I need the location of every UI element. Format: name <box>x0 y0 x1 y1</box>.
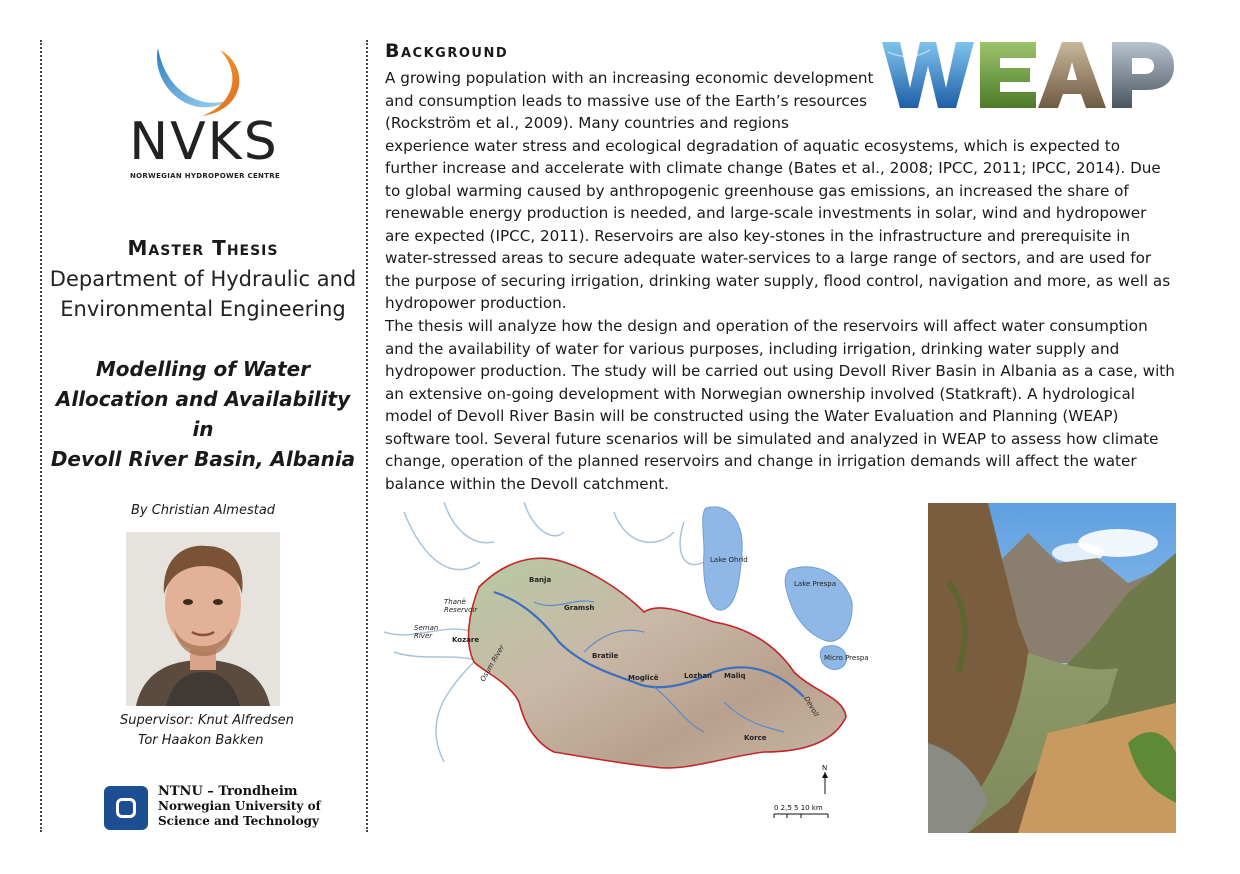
paragraph-1-text: A growing population with an increasing economic development and consumption leads to massive use of the Earth’s resources (Rockström et al., 2009). Many countries and regions experience water stress and ecological degradation of aquatic ecosystems, which is expected to further increase and accelerate with climate change (Bates et al., 2008; IPCC, 2011; IPCC, 2014). Due to global warming caused by anthropogenic greenhouse gas emissions, an increased the share of renewable energy production is needed, and large-scale investments in solar, wind and hydropower are expected (IPCC, 2011). Reservoirs are also key-stones in the infrastructure and prerequisite in water-stressed areas to secure adequate water-services to a large range of sectors, and are used for the purpose of securing irrigation, drinking water supply, flood control, navigation and more, as well as hydropower production. <box>385 69 1171 312</box>
title-line-3: Devoll River Basin, Albania <box>50 447 356 471</box>
department <box>42 264 364 324</box>
nvks-subtitle: NORWEGIAN HYDROPOWER CENTRE <box>129 172 281 180</box>
nvks-wordmark: NVKS <box>129 112 279 172</box>
river-valley-photo <box>928 503 1176 833</box>
svg-text:Gramsh: Gramsh <box>564 604 595 612</box>
background-paragraph-1 <box>385 67 1175 315</box>
department-line-2: Environmental Engineering <box>60 297 346 321</box>
svg-text:Thanë: Thanë <box>444 598 466 606</box>
svg-text:River: River <box>414 632 433 640</box>
map-scale-bar <box>774 804 828 818</box>
title-line-2: Allocation and Availability in <box>55 387 351 441</box>
department-line-1: Department of Hydraulic and <box>49 267 357 291</box>
svg-text:Kozare: Kozare <box>452 636 480 644</box>
supervisors <box>120 711 340 751</box>
map-image <box>384 502 874 832</box>
background-paragraph-2: The thesis will analyze how the design and operation of the reservoirs will affect water consumption and the availability of water for various purposes, including irrigation, drinking water supply and hydropower production. The study will be carried out using Devoll River Basin in Albania as a case, with an extensive on-going development with Norwegian ownership involved (Statkraft). A hydrological model of Devoll River Basin will be constructed using the Water Evaluation and Planning (WEAP) software tool. Several future scenarios will be simulated and analyzed in WEAP to assess how climate change, operation of the planned reservoirs and change in irrigation demands will affect the water balance within the Devoll catchment. <box>385 317 1175 493</box>
ntnu-line-3: Science and Technology <box>158 814 319 828</box>
svg-text:Moglicë: Moglicë <box>628 674 659 682</box>
svg-text:Korce: Korce <box>744 734 767 742</box>
map-north-arrow-icon <box>822 764 828 794</box>
ntnu-line-1: NTNU – Trondheim <box>158 784 298 799</box>
map-label-micro-prespa: Micro Prespa <box>824 654 869 662</box>
ntnu-mark-icon <box>104 786 148 830</box>
ntnu-text <box>158 784 321 829</box>
middle-divider <box>366 40 368 832</box>
svg-text:Devoll: Devoll <box>802 695 821 719</box>
supervisor-line-1: Supervisor: Knut Alfredsen <box>120 713 294 728</box>
ntnu-logo <box>104 784 344 834</box>
svg-text:Bratile: Bratile <box>592 652 619 660</box>
thesis-type-label: Master Thesis <box>127 236 279 260</box>
ntnu-line-2: Norwegian University of <box>158 799 321 813</box>
nvks-swoosh-icon <box>150 44 250 120</box>
map-label-lake-ohrid: Lake Ohrid <box>710 556 748 564</box>
svg-text:Banja: Banja <box>529 576 552 584</box>
background-heading: Background <box>385 40 509 62</box>
svg-text:Seman: Seman <box>414 624 439 632</box>
svg-text:0 2,5 5 10 km: 0 2,5 5 10 km <box>774 804 823 812</box>
svg-text:N: N <box>822 764 828 772</box>
title-line-1: Modelling of Water <box>95 357 311 381</box>
author-portrait <box>126 532 280 706</box>
valley-image <box>928 503 1176 833</box>
svg-text:Maliq: Maliq <box>724 672 746 680</box>
logo-float-spacer <box>875 67 1175 133</box>
supervisor-line-2: Tor Haakon Bakken <box>138 733 264 748</box>
thesis-title <box>42 354 364 474</box>
author: By Christian Almestad <box>130 503 276 518</box>
devoll-basin-map <box>384 502 874 832</box>
svg-text:Osum River: Osum River <box>478 643 507 683</box>
svg-text:Lozhan: Lozhan <box>684 672 713 680</box>
svg-text:Reservoir: Reservoir <box>444 606 478 614</box>
portrait-image <box>126 532 280 706</box>
map-label-lake-prespa: Lake Prespa <box>794 580 837 588</box>
nvks-logo <box>120 44 290 184</box>
